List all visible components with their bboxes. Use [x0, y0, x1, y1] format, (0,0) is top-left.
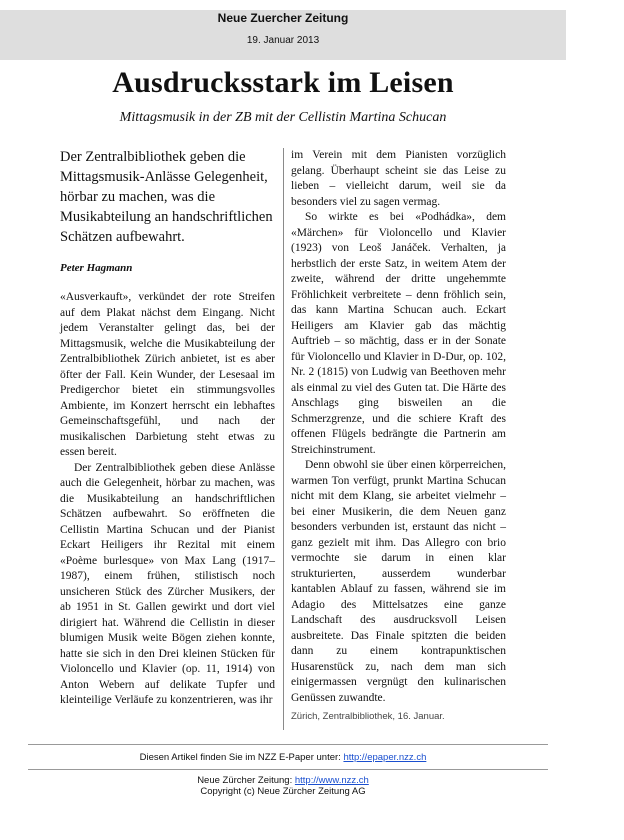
footer-copyright: Copyright (c) Neue Zürcher Zeitung AG — [200, 786, 366, 797]
body-paragraph: So wirkte es bei «Podhádka», dem «Märchen» für Violoncello und Klavier (1923) von Leoš Janáček. Verhalten, ja herbstlich der erste Satz, in weitem Atem der zweite, während der dritte ungehemmte Fröhlichkeit verbreitete – denn fröhlich sein, das kann Martina Schucan auch. Eckart Heiligers am Klavier gab das mächtig Auftrieb – so mächtig, dass er in der Sonate für Violoncello und Klavier in D-Dur, op. 102, Nr. 2 (1815) von Ludwig van Beethoven mehr als einmal zu viel des Guten tat. Die Härte des Anschlags ging bisweilen an die Schmerzgrenze, und die schiere Kraft des offenen Flügels bedrängte die Partnerin am Streichinstrument. — [291, 211, 506, 456]
nzz-website-link[interactable]: http://www.nzz.ch — [294, 775, 369, 786]
body-paragraph: Denn obwohl sie über einen körperreichen, warmen Ton verfügt, prunkt Martina Schucan nicht mit dem Klang, sie arbeitet vielmehr – bei einer Musikerin, die dem Neuen ganz besonders verbunden ist, erstaunt das nicht – ganz gezielt mit ihm. Das Allegro con brio vermochte sie darum in einen klar strukturierten, ausserdem wunderbar kantablen Ablauf zu fassen, während sie im Adagio des Mittelsatzes eine ganze Landschaft des ausdrucksvoll Leisen ausbreitete. Das Finale spitzten die beiden dann zu einem kontrapunktischen Husarenstück zu, nach dem man sich einigermassen vergnügt den kulinarischen Genüssen zuwandte. — [291, 459, 506, 704]
column-divider — [283, 148, 284, 730]
footer-epaper-line — [0, 752, 566, 763]
epaper-link[interactable]: http://epaper.nzz.ch — [343, 752, 427, 763]
footer-divider — [28, 769, 548, 770]
article-subtitle: Mittagsmusik in der ZB mit der Cellistin Martina Schucan — [119, 110, 447, 125]
body-paragraph: im Verein mit dem Pianisten vorzüglich gelang. Überhaupt scheint sie das Leise zu lieben – vielleicht darum, weil sie da besonders viel zu sagen vermag. — [291, 149, 506, 208]
article-dateline: Zürich, Zentralbibliothek, 16. Januar. — [291, 711, 445, 722]
newspaper-name: Neue Zuercher Zeitung — [217, 11, 349, 25]
column-right — [291, 148, 506, 706]
article-author: Peter Hagmann — [60, 262, 133, 274]
article-title: Ausdrucksstark im Leisen — [112, 66, 454, 99]
article-lead: Der Zentralbibliothek geben die Mittagsmusik-Anlässe Gelegenheit, hörbar zu machen, was die Musikabteilung an handschriftlichen Schätzen aufbewahrt. — [60, 149, 273, 245]
footer-site-line — [0, 775, 566, 786]
footer-divider — [28, 744, 548, 745]
issue-date: 19. Januar 2013 — [246, 35, 320, 46]
body-paragraph: «Ausverkauft», verkündet der rote Streifen auf dem Plakat nächst dem Eingang. Nicht jedem Veranstalter gelingt das, bei der Mittagsmusik, welche die Musikabteilung der Zentralbibliothek Zürich anbietet, ist es aber öfter der Fall. Kein Wunder, der Lesesaal im Predigerchor bietet ein stimmungsvolles Ambiente, im Konzert herrscht ein lebhaftes Gemeinschaftsgefühl, und nach der musikalischen Darbietung steht etwas zu essen bereit. — [60, 291, 275, 458]
footer-site-text: Neue Zürcher Zeitung: — [197, 775, 295, 786]
footer-epaper-text: Diesen Artikel finden Sie im NZZ E-Paper unter: — [139, 752, 344, 763]
column-left — [60, 290, 275, 709]
body-paragraph: Der Zentralbibliothek geben diese Anlässe auch die Gelegenheit, hörbar zu machen, was die Musikabteilung an handschriftlichen Schätzen aufbewahrt. So eröffneten die Cellistin Martina Schucan und der Pianist Eckart Heiligers ihr Rezital mit einem «Poème burlesque» von Max Lang (1917–1987), einem frühen, stilistisch noch unsicheren Stück des Zürcher Musikers, der ab 1951 in St. Gallen gewirkt und dort viel dirigiert hat. Während die Cellistin in dieser blumigen Musik weite Bögen ziehen konnte, hatte sie sich in den Drei kleinen Stücken für Violoncello und Klavier (op. 11, 1914) von Anton Webern auf delikate Tupfer und kleinteilige Verläufe zu konzentrieren, was ihr — [60, 461, 275, 706]
